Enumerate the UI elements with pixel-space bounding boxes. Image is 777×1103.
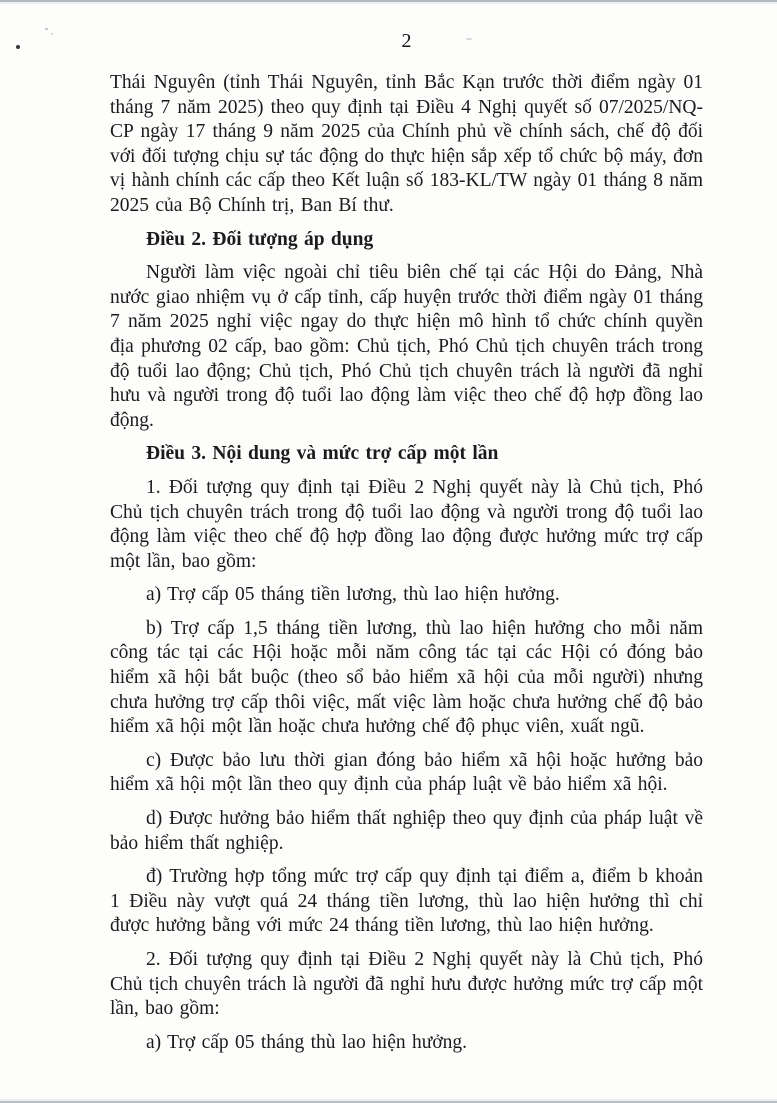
- paragraph: a) Trợ cấp 05 tháng thù lao hiện hưởng.: [146, 1031, 468, 1053]
- paragraph: Thái Nguyên (tỉnh Thái Nguyên, tỉnh Bắc Kạn trước thời điểm ngày 01 tháng 7 năm 2025) theo quy định tại Điều 4 Nghị quyết số 07/2025/NQ-CP ngày 17 tháng 9 năm 2025 của Chính phủ về chính sách, chế độ đối với đối tượng chịu sự tác động do thực hiện sắp xếp tổ chức bộ máy, đơn vị hành chính các cấp theo Kết luận số 183-KL/TW ngày 01 tháng 8 năm 2025 của Bộ Chính trị, Ban Bí thư.: [110, 72, 703, 216]
- scan-speck: [45, 28, 48, 30]
- scan-artifact-top-edge-fade: [0, 2, 777, 4]
- paragraph: a) Trợ cấp 05 tháng tiền lương, thù lao hiện hưởng.: [146, 584, 560, 606]
- page-number: 2: [401, 30, 412, 52]
- paragraph: b) Trợ cấp 1,5 tháng tiền lương, thù lao hiện hưởng cho mỗi năm công tác tại các Hội hoặc mỗi năm công tác tại các Hội có đóng bảo hiểm xã hội bắt buộc (theo sổ bảo hiểm xã hội của mỗi người) nhưng chưa hưởng trợ cấp thôi việc, mất việc làm hoặc chưa hưởng chế độ bảo hiểm xã hội một lần hoặc chưa hưởng chế độ phục viên, xuất ngũ.: [110, 617, 703, 738]
- paragraph: Người làm việc ngoài chỉ tiêu biên chế tại các Hội do Đảng, Nhà nước giao nhiệm vụ ở cấp tỉnh, cấp huyện trước thời điểm ngày 01 tháng 7 năm 2025 nghỉ việc ngay do thực hiện mô hình tổ chức chính quyền địa phương 02 cấp, bao gồm: Chủ tịch, Phó Chủ tịch chuyên trách trong độ tuổi lao động; Chủ tịch, Phó Chủ tịch chuyên trách là người đã nghỉ hưu và người trong độ tuổi lao động làm việc theo chế độ hợp đồng lao động.: [110, 262, 703, 431]
- paragraph: c) Được bảo lưu thời gian đóng bảo hiểm xã hội hoặc hưởng bảo hiểm xã hội một lần theo quy định của pháp luật về bảo hiểm xã hội.: [110, 749, 703, 796]
- article-heading: Điều 2. Đối tượng áp dụng: [146, 228, 374, 250]
- paragraph: 1. Đối tượng quy định tại Điều 2 Nghị quyết này là Chủ tịch, Phó Chủ tịch chuyên trách trong độ tuổi lao động và người trong độ tuổi lao động làm việc theo chế độ hợp đồng lao động được hưởng mức trợ cấp một lần, bao gồm:: [110, 476, 703, 572]
- paragraph: 2. Đối tượng quy định tại Điều 2 Nghị quyết này là Chủ tịch, Phó Chủ tịch chuyên trách là người đã nghỉ hưu được hưởng mức trợ cấp một lần, bao gồm:: [110, 949, 703, 1020]
- paragraph: d) Được hưởng bảo hiểm thất nghiệp theo quy định của pháp luật về bảo hiểm thất nghiệp.: [110, 808, 703, 854]
- document-body: [110, 71, 703, 1064]
- article-heading: Điều 3. Nội dung và mức trợ cấp một lần: [146, 443, 499, 465]
- scan-speck: [16, 45, 20, 49]
- scan-speck: [51, 33, 53, 35]
- paragraph: đ) Trường hợp tổng mức trợ cấp quy định tại điểm a, điểm b khoản 1 Điều này vượt quá 24 tháng tiền lương, thù lao hiện hưởng thì chỉ được hưởng bằng với mức 24 tháng tiền lương, thù lao hiện hưởng.: [110, 866, 703, 937]
